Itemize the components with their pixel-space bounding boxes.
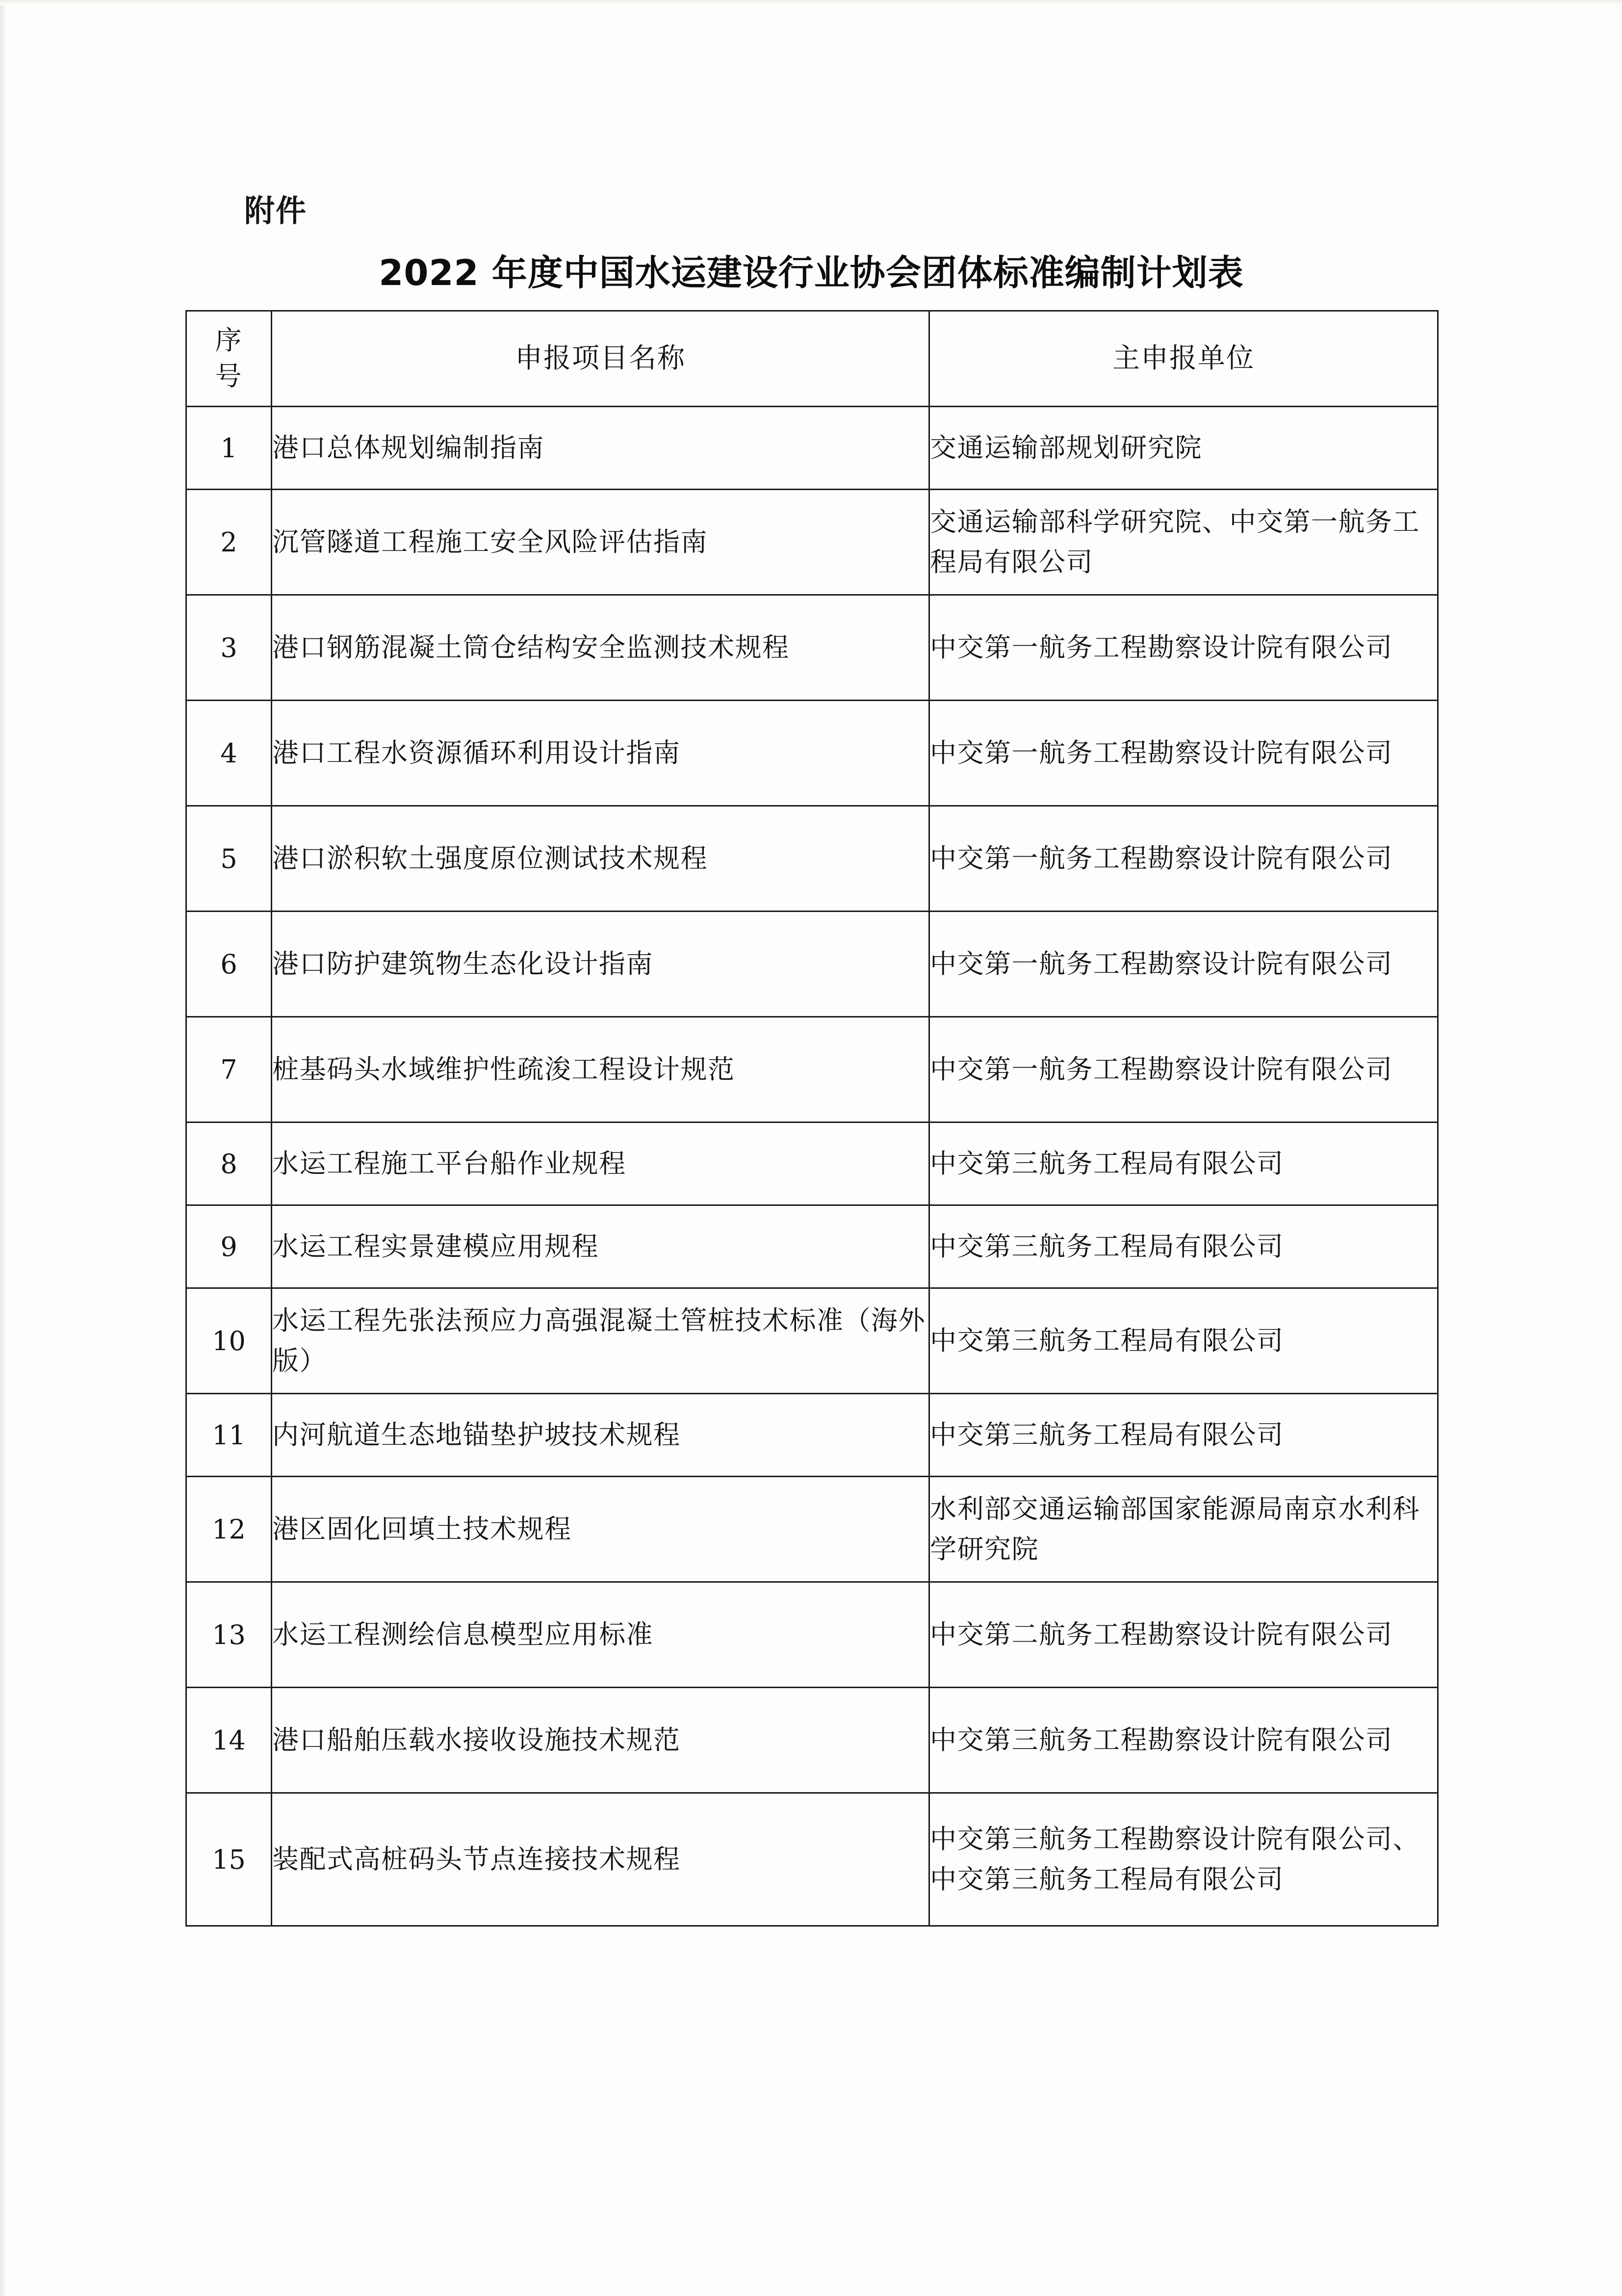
table-row	[186, 1582, 1438, 1688]
table-row	[186, 1394, 1438, 1477]
cell-seq: 3	[186, 595, 272, 701]
cell-seq: 15	[186, 1793, 272, 1926]
scan-edge-top	[0, 0, 1622, 5]
column-header-seq	[186, 311, 272, 407]
cell-seq: 1	[186, 407, 272, 490]
cell-seq: 9	[186, 1205, 272, 1288]
cell-applicant-unit: 交通运输部科学研究院、中交第一航务工程局有限公司	[929, 490, 1438, 595]
cell-applicant-unit: 中交第三航务工程局有限公司	[929, 1205, 1438, 1288]
column-header-project-name: 申报项目名称	[272, 311, 929, 407]
cell-project-name: 桩基码头水域维护性疏浚工程设计规范	[272, 1017, 929, 1122]
cell-project-name: 装配式高桩码头节点连接技术规程	[272, 1793, 929, 1926]
cell-seq: 10	[186, 1288, 272, 1394]
cell-applicant-unit: 中交第一航务工程勘察设计院有限公司	[929, 806, 1438, 912]
cell-applicant-unit: 中交第一航务工程勘察设计院有限公司	[929, 912, 1438, 1017]
table-row	[186, 806, 1438, 912]
table-row	[186, 490, 1438, 595]
cell-project-name: 港口总体规划编制指南	[272, 407, 929, 490]
cell-seq: 5	[186, 806, 272, 912]
table-row	[186, 1288, 1438, 1394]
column-header-applicant-unit: 主申报单位	[929, 311, 1438, 407]
cell-project-name: 内河航道生态地锚垫护坡技术规程	[272, 1394, 929, 1477]
cell-seq: 4	[186, 701, 272, 806]
cell-applicant-unit: 中交第二航务工程勘察设计院有限公司	[929, 1582, 1438, 1688]
page-title: 2022 年度中国水运建设行业协会团体标准编制计划表	[379, 252, 1244, 293]
plan-table-container	[185, 310, 1437, 1927]
cell-seq: 7	[186, 1017, 272, 1122]
cell-seq: 12	[186, 1477, 272, 1582]
table-header-row	[186, 311, 1438, 407]
cell-seq: 13	[186, 1582, 272, 1688]
cell-applicant-unit: 中交第三航务工程局有限公司	[929, 1288, 1438, 1394]
cell-applicant-unit: 交通运输部规划研究院	[929, 407, 1438, 490]
cell-applicant-unit: 中交第一航务工程勘察设计院有限公司	[929, 595, 1438, 701]
table-row	[186, 912, 1438, 1017]
table-row	[186, 1017, 1438, 1122]
table-row	[186, 1477, 1438, 1582]
table-row	[186, 701, 1438, 806]
cell-project-name: 水运工程测绘信息模型应用标准	[272, 1582, 929, 1688]
cell-seq: 11	[186, 1394, 272, 1477]
cell-project-name: 港口钢筋混凝土筒仓结构安全监测技术规程	[272, 595, 929, 701]
column-header-seq-line1: 序	[215, 325, 243, 356]
cell-applicant-unit: 中交第三航务工程局有限公司	[929, 1394, 1438, 1477]
cell-project-name: 沉管隧道工程施工安全风险评估指南	[272, 490, 929, 595]
cell-project-name: 港口船舶压载水接收设施技术规范	[272, 1688, 929, 1793]
cell-applicant-unit: 中交第三航务工程勘察设计院有限公司、中交第三航务工程局有限公司	[929, 1793, 1438, 1926]
cell-applicant-unit: 中交第三航务工程局有限公司	[929, 1122, 1438, 1205]
cell-seq: 6	[186, 912, 272, 1017]
table-row	[186, 1793, 1438, 1926]
scan-edge-left	[0, 0, 7, 2296]
cell-seq: 14	[186, 1688, 272, 1793]
cell-applicant-unit: 水利部交通运输部国家能源局南京水利科学研究院	[929, 1477, 1438, 1582]
cell-project-name: 港口防护建筑物生态化设计指南	[272, 912, 929, 1017]
table-row	[186, 1688, 1438, 1793]
cell-seq: 8	[186, 1122, 272, 1205]
cell-applicant-unit: 中交第三航务工程勘察设计院有限公司	[929, 1688, 1438, 1793]
table-body	[186, 407, 1438, 1926]
cell-project-name: 水运工程施工平台船作业规程	[272, 1122, 929, 1205]
cell-project-name: 水运工程实景建模应用规程	[272, 1205, 929, 1288]
cell-project-name: 港口淤积软土强度原位测试技术规程	[272, 806, 929, 912]
table-row	[186, 1205, 1438, 1288]
table-row	[186, 1122, 1438, 1205]
attachment-label: 附件	[244, 193, 308, 229]
cell-project-name: 港区固化回填土技术规程	[272, 1477, 929, 1582]
column-header-seq-line2: 号	[215, 361, 243, 391]
cell-project-name: 水运工程先张法预应力高强混凝土管桩技术标准（海外版）	[272, 1288, 929, 1394]
cell-applicant-unit: 中交第一航务工程勘察设计院有限公司	[929, 1017, 1438, 1122]
cell-seq: 2	[186, 490, 272, 595]
table-row	[186, 595, 1438, 701]
table-row	[186, 407, 1438, 490]
cell-applicant-unit: 中交第一航务工程勘察设计院有限公司	[929, 701, 1438, 806]
cell-project-name: 港口工程水资源循环利用设计指南	[272, 701, 929, 806]
standards-plan-table	[185, 310, 1439, 1927]
